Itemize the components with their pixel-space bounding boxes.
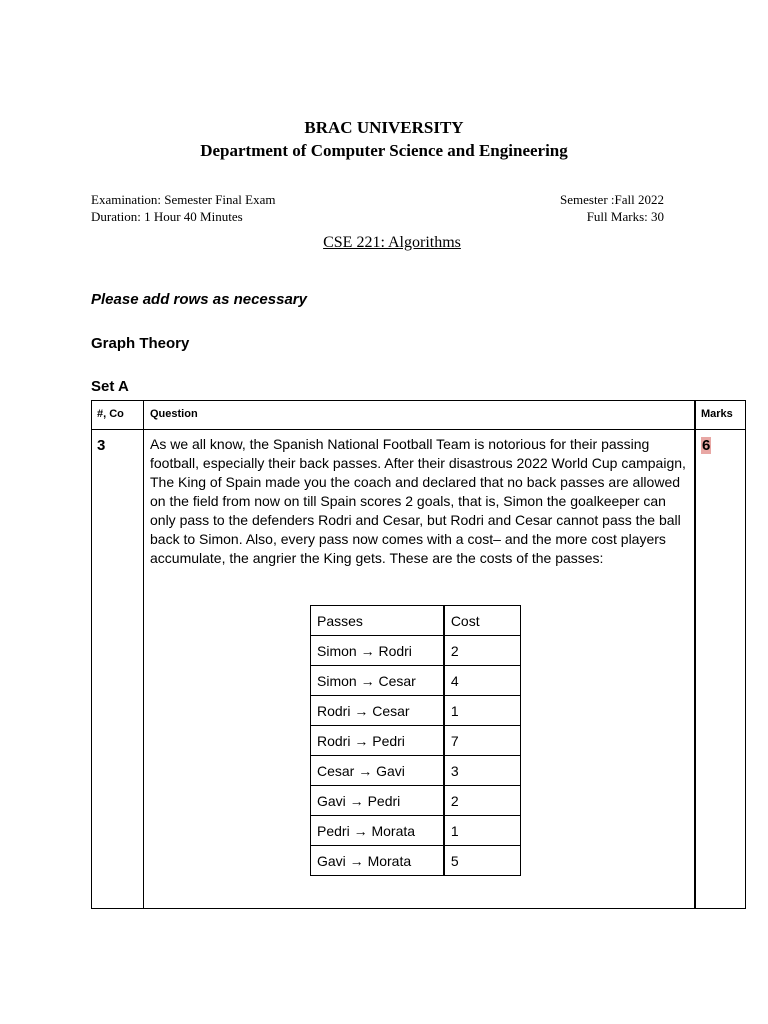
full-marks-text: Full Marks: 30 <box>586 209 664 224</box>
pass-cell: Pedri → Morata <box>311 816 444 846</box>
cost-cell: 2 <box>444 786 521 816</box>
exam-info <box>91 191 276 225</box>
pass-cell: Simon → Rodri <box>311 636 444 666</box>
table-row <box>311 786 521 816</box>
cost-header: Cost <box>444 606 521 636</box>
semester-text: Semester :Fall 2022 <box>560 192 664 207</box>
pass-cell: Gavi → Pedri <box>311 786 444 816</box>
university-title: BRAC UNIVERSITY <box>304 118 464 137</box>
cost-cell: 2 <box>444 636 521 666</box>
set-heading: Set A <box>91 378 129 395</box>
examination-text: Examination: Semester Final Exam <box>91 192 276 207</box>
course-title: CSE 221: Algorithms <box>323 234 461 251</box>
question-number: 3 <box>97 437 106 454</box>
table-header-row <box>311 606 521 636</box>
table-row <box>311 726 521 756</box>
table-row <box>311 846 521 876</box>
question-text: As we all know, the Spanish National Football Team is notorious for their passing football, especially their back passes. After their disastrous 2022 World Cup campaign, The King of Spain made you the coach and declared that no back passes are allowed on the field from now on till Spain scores 2 goals, that is, Simon the goalkeeper can only pass to the defenders Rodri and Cesar, but Rodri and Cesar cannot pass the ball back to Simon. Also, every pass now comes with a cost– and the more cost players accumulate, the angrier the King gets. These are the costs of the passes: <box>150 436 686 566</box>
semester-info <box>560 191 664 225</box>
table-row <box>311 696 521 726</box>
cost-cell: 5 <box>444 846 521 876</box>
table-column-divider <box>143 400 144 909</box>
cost-cell: 7 <box>444 726 521 756</box>
pass-cell: Rodri → Cesar <box>311 696 444 726</box>
duration-text: Duration: 1 Hour 40 Minutes <box>91 209 243 224</box>
table-row <box>311 816 521 846</box>
department-title: Department of Computer Science and Engineering <box>200 141 568 160</box>
table-row <box>311 636 521 666</box>
cost-cell: 1 <box>444 816 521 846</box>
question-marks: 6 <box>702 437 711 454</box>
cost-cell: 4 <box>444 666 521 696</box>
table-row <box>311 666 521 696</box>
section-heading: Graph Theory <box>91 335 190 352</box>
column-header-marks: Marks <box>701 408 733 420</box>
pass-cell: Rodri → Pedri <box>311 726 444 756</box>
instruction-note: Please add rows as necessary <box>91 291 307 308</box>
pass-cell: Simon → Cesar <box>311 666 444 696</box>
column-header-question: Question <box>150 408 198 420</box>
table-header-divider <box>91 429 746 430</box>
table-row <box>311 756 521 786</box>
passes-cost-table <box>310 605 521 876</box>
pass-cell: Cesar → Gavi <box>311 756 444 786</box>
passes-header: Passes <box>311 606 444 636</box>
column-header-number: #, Co <box>97 408 124 420</box>
cost-cell: 3 <box>444 756 521 786</box>
pass-cell: Gavi → Morata <box>311 846 444 876</box>
cost-cell: 1 <box>444 696 521 726</box>
